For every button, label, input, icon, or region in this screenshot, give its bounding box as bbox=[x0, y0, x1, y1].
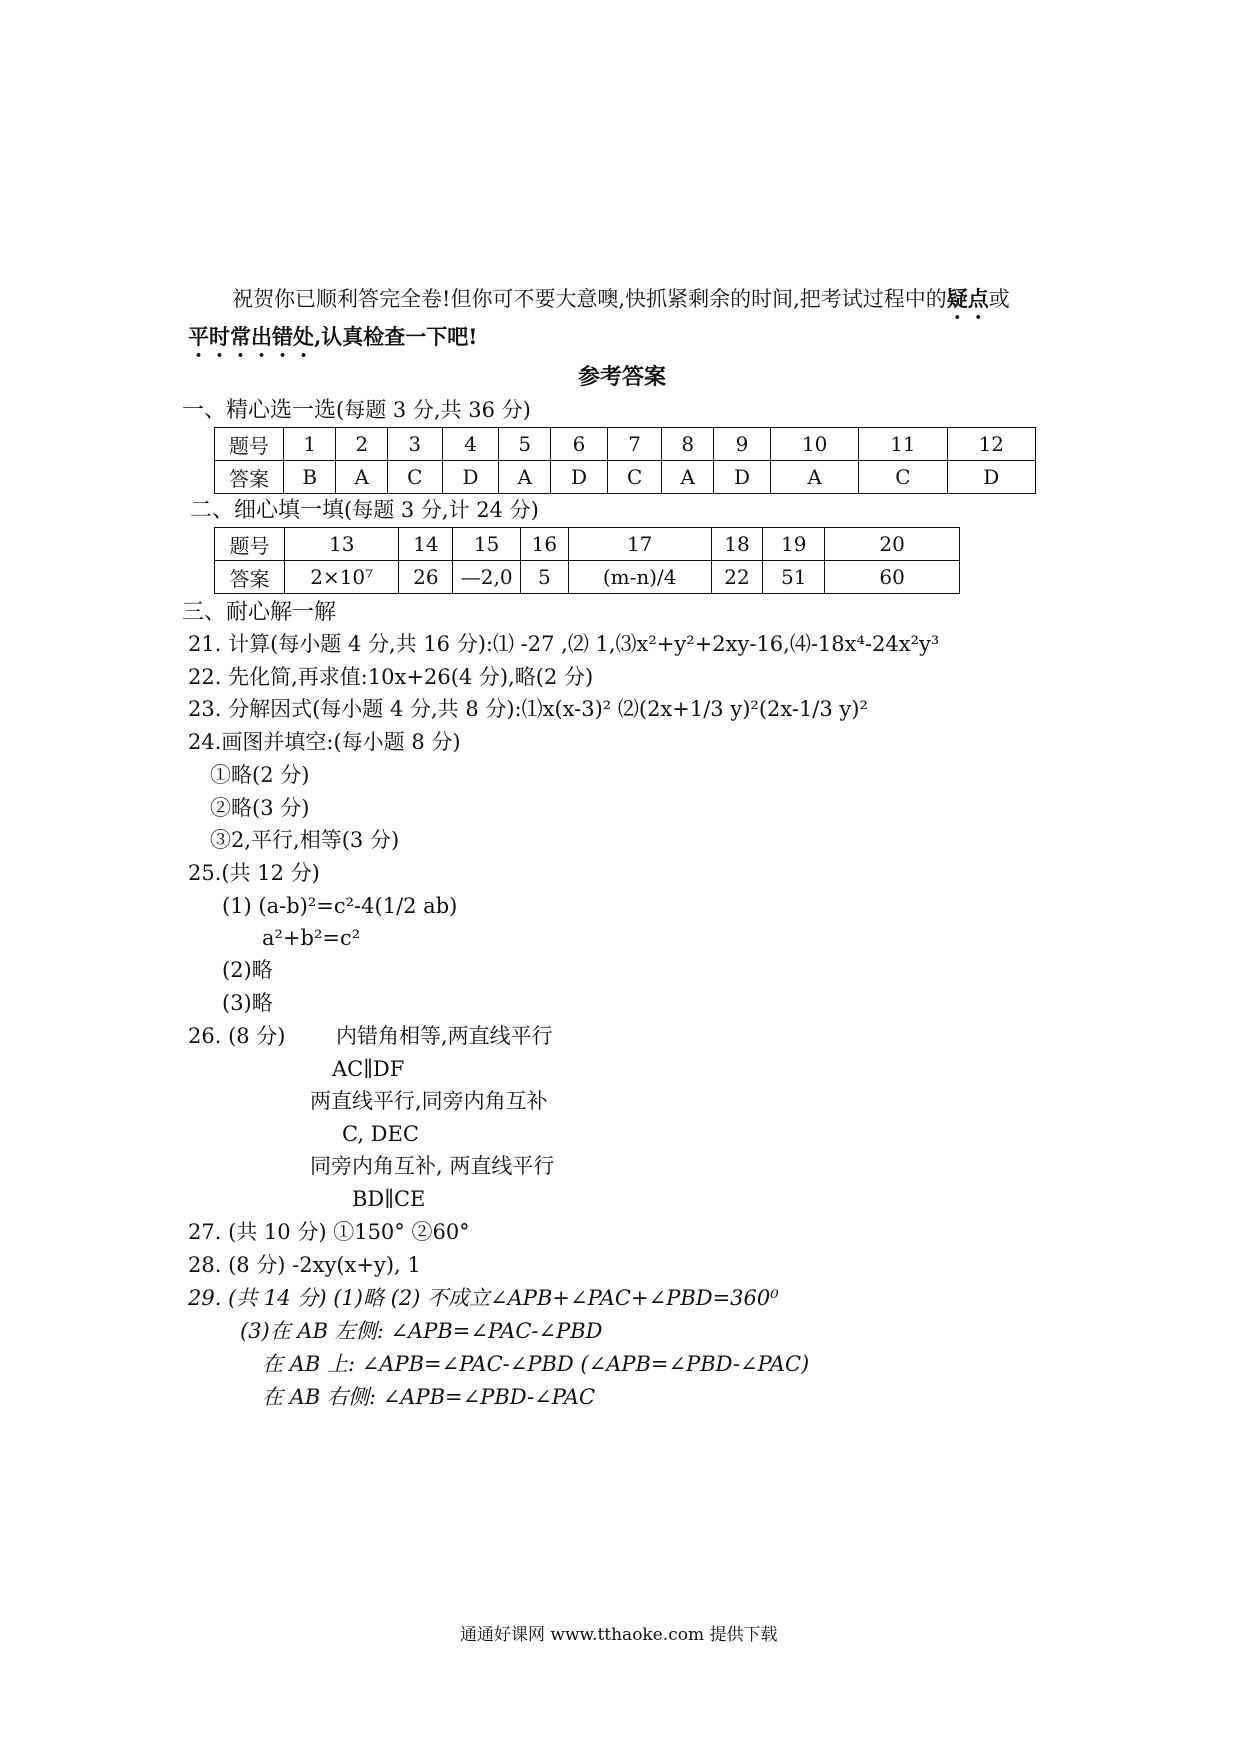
table-cell: 题号 bbox=[215, 428, 284, 461]
q25-2: (2)略 bbox=[222, 958, 273, 982]
table-cell: 60 bbox=[825, 561, 960, 594]
table-cell: D bbox=[714, 461, 771, 494]
table-cell: A bbox=[336, 461, 388, 494]
section1-note: (每题 3 分,共 36 分) bbox=[336, 398, 531, 422]
table-cell: 6 bbox=[551, 428, 608, 461]
intro-emphasis-2: 平时常出错处 bbox=[188, 324, 314, 349]
table-cell: 18 bbox=[711, 528, 763, 561]
q26-line-4: C, DEC bbox=[342, 1122, 419, 1146]
q29-3a: (3)在 AB 左侧: ∠APB=∠PAC-∠PBD bbox=[240, 1319, 603, 1343]
table-cell: A bbox=[770, 461, 858, 494]
intro-line-2 bbox=[188, 324, 478, 362]
table-cell: 19 bbox=[763, 528, 825, 561]
q28: 28. (8 分) -2xy(x+y), 1 bbox=[188, 1253, 421, 1277]
q21: 21. 计算(每小题 4 分,共 16 分):⑴ -27 ,⑵ 1,⑶x²+y²+2xy-16,⑷-18x⁴-24x²y³ bbox=[188, 632, 940, 656]
section3-heading: 三、耐心解一解 bbox=[182, 600, 337, 625]
table-cell: 22 bbox=[711, 561, 763, 594]
intro-line-1 bbox=[232, 286, 1010, 324]
table-cell: C bbox=[607, 461, 661, 494]
q25-1a: (1) (a-b)²=c²-4(1/2 ab) bbox=[222, 894, 458, 918]
table-cell: 3 bbox=[388, 428, 442, 461]
table-cell: 5 bbox=[499, 428, 551, 461]
q25-1b: a²+b²=c² bbox=[262, 926, 361, 950]
table-cell: B bbox=[284, 461, 336, 494]
table-cell: 10 bbox=[770, 428, 858, 461]
q26-head: 26. (8 分) bbox=[188, 1024, 286, 1048]
q25-3: (3)略 bbox=[222, 991, 273, 1015]
q29: 29. (共 14 分) (1)略 (2) 不成立∠APB+∠PAC+∠PBD=360⁰ bbox=[188, 1286, 779, 1310]
table-cell: 11 bbox=[859, 428, 947, 461]
intro-text: 祝贺你已顺利答完全卷!但你可不要大意噢,快抓紧剩余的时间,把考试过程中的 bbox=[232, 287, 947, 311]
section1-heading: 一、精心选一选 bbox=[182, 398, 337, 423]
page-title: 参考答案 bbox=[578, 364, 667, 390]
intro-emphasis: 疑点 bbox=[946, 286, 989, 311]
q23: 23. 分解因式(每小题 4 分,共 8 分):⑴x(x-3)² ⑵(2x+1/3 y)²(2x-1/3 y)² bbox=[188, 697, 868, 721]
q29-3c: 在 AB 右侧: ∠APB=∠PBD-∠PAC bbox=[262, 1385, 596, 1409]
table-row bbox=[215, 528, 960, 561]
q24-1: ①略(2 分) bbox=[210, 763, 310, 787]
table-row bbox=[215, 428, 1036, 461]
table-cell: 20 bbox=[825, 528, 960, 561]
table-cell: A bbox=[662, 461, 714, 494]
footer-text: 通通好课网 www.tthaoke.com 提供下载 bbox=[460, 1625, 778, 1645]
table-cell: 2×10⁷ bbox=[284, 561, 399, 594]
section1-table bbox=[214, 427, 1036, 494]
section2-table bbox=[214, 527, 960, 594]
section2-note: (每题 3 分,计 24 分) bbox=[344, 498, 539, 522]
table-cell: 13 bbox=[284, 528, 399, 561]
table-cell: D bbox=[947, 461, 1035, 494]
table-cell: 2 bbox=[336, 428, 388, 461]
table-cell: D bbox=[442, 461, 499, 494]
table-cell: 16 bbox=[521, 528, 569, 561]
table-cell: 26 bbox=[399, 561, 453, 594]
table-cell: D bbox=[551, 461, 608, 494]
table-cell: 9 bbox=[714, 428, 771, 461]
section2-heading-row bbox=[190, 498, 539, 524]
section2-heading: 二、细心填一填 bbox=[190, 498, 345, 523]
table-cell: —2,0 bbox=[453, 561, 521, 594]
table-row bbox=[215, 561, 960, 594]
table-cell: C bbox=[859, 461, 947, 494]
q26-line-5: 同旁内角互补, 两直线平行 bbox=[310, 1154, 555, 1178]
section1-heading-row bbox=[182, 398, 531, 424]
q22: 22. 先化简,再求值:10x+26(4 分),略(2 分) bbox=[188, 665, 594, 689]
table-cell: 4 bbox=[442, 428, 499, 461]
table-cell: 1 bbox=[284, 428, 336, 461]
table-cell: 7 bbox=[607, 428, 661, 461]
q29-3b: 在 AB 上: ∠APB=∠PAC-∠PBD (∠APB=∠PBD-∠PAC) bbox=[262, 1352, 810, 1376]
table-cell: 15 bbox=[453, 528, 521, 561]
q26-line-3: 两直线平行,同旁内角互补 bbox=[310, 1089, 548, 1113]
table-cell: C bbox=[388, 461, 442, 494]
table-cell: 5 bbox=[521, 561, 569, 594]
q24: 24.画图并填空:(每小题 8 分) bbox=[188, 730, 461, 754]
q24-2: ②略(3 分) bbox=[210, 796, 310, 820]
q25: 25.(共 12 分) bbox=[188, 861, 320, 885]
table-cell: 题号 bbox=[215, 528, 285, 561]
table-cell: 答案 bbox=[215, 461, 284, 494]
q27: 27. (共 10 分) ①150° ②60° bbox=[188, 1220, 470, 1244]
table-cell: 12 bbox=[947, 428, 1035, 461]
table-cell: 17 bbox=[568, 528, 711, 561]
intro-text-2: ,认真检查一下吧! bbox=[314, 324, 478, 349]
table-cell: A bbox=[499, 461, 551, 494]
table-cell: (m-n)/4 bbox=[568, 561, 711, 594]
q26-line-2: AC∥DF bbox=[332, 1057, 405, 1081]
q26-line-6: BD∥CE bbox=[352, 1187, 426, 1211]
q26-line-1: 内错角相等,两直线平行 bbox=[336, 1024, 553, 1048]
table-cell: 8 bbox=[662, 428, 714, 461]
intro-text-end: 或 bbox=[988, 287, 1010, 311]
table-cell: 答案 bbox=[215, 561, 285, 594]
table-row bbox=[215, 461, 1036, 494]
table-cell: 14 bbox=[399, 528, 453, 561]
q24-3: ③2,平行,相等(3 分) bbox=[210, 828, 400, 852]
table-cell: 51 bbox=[763, 561, 825, 594]
